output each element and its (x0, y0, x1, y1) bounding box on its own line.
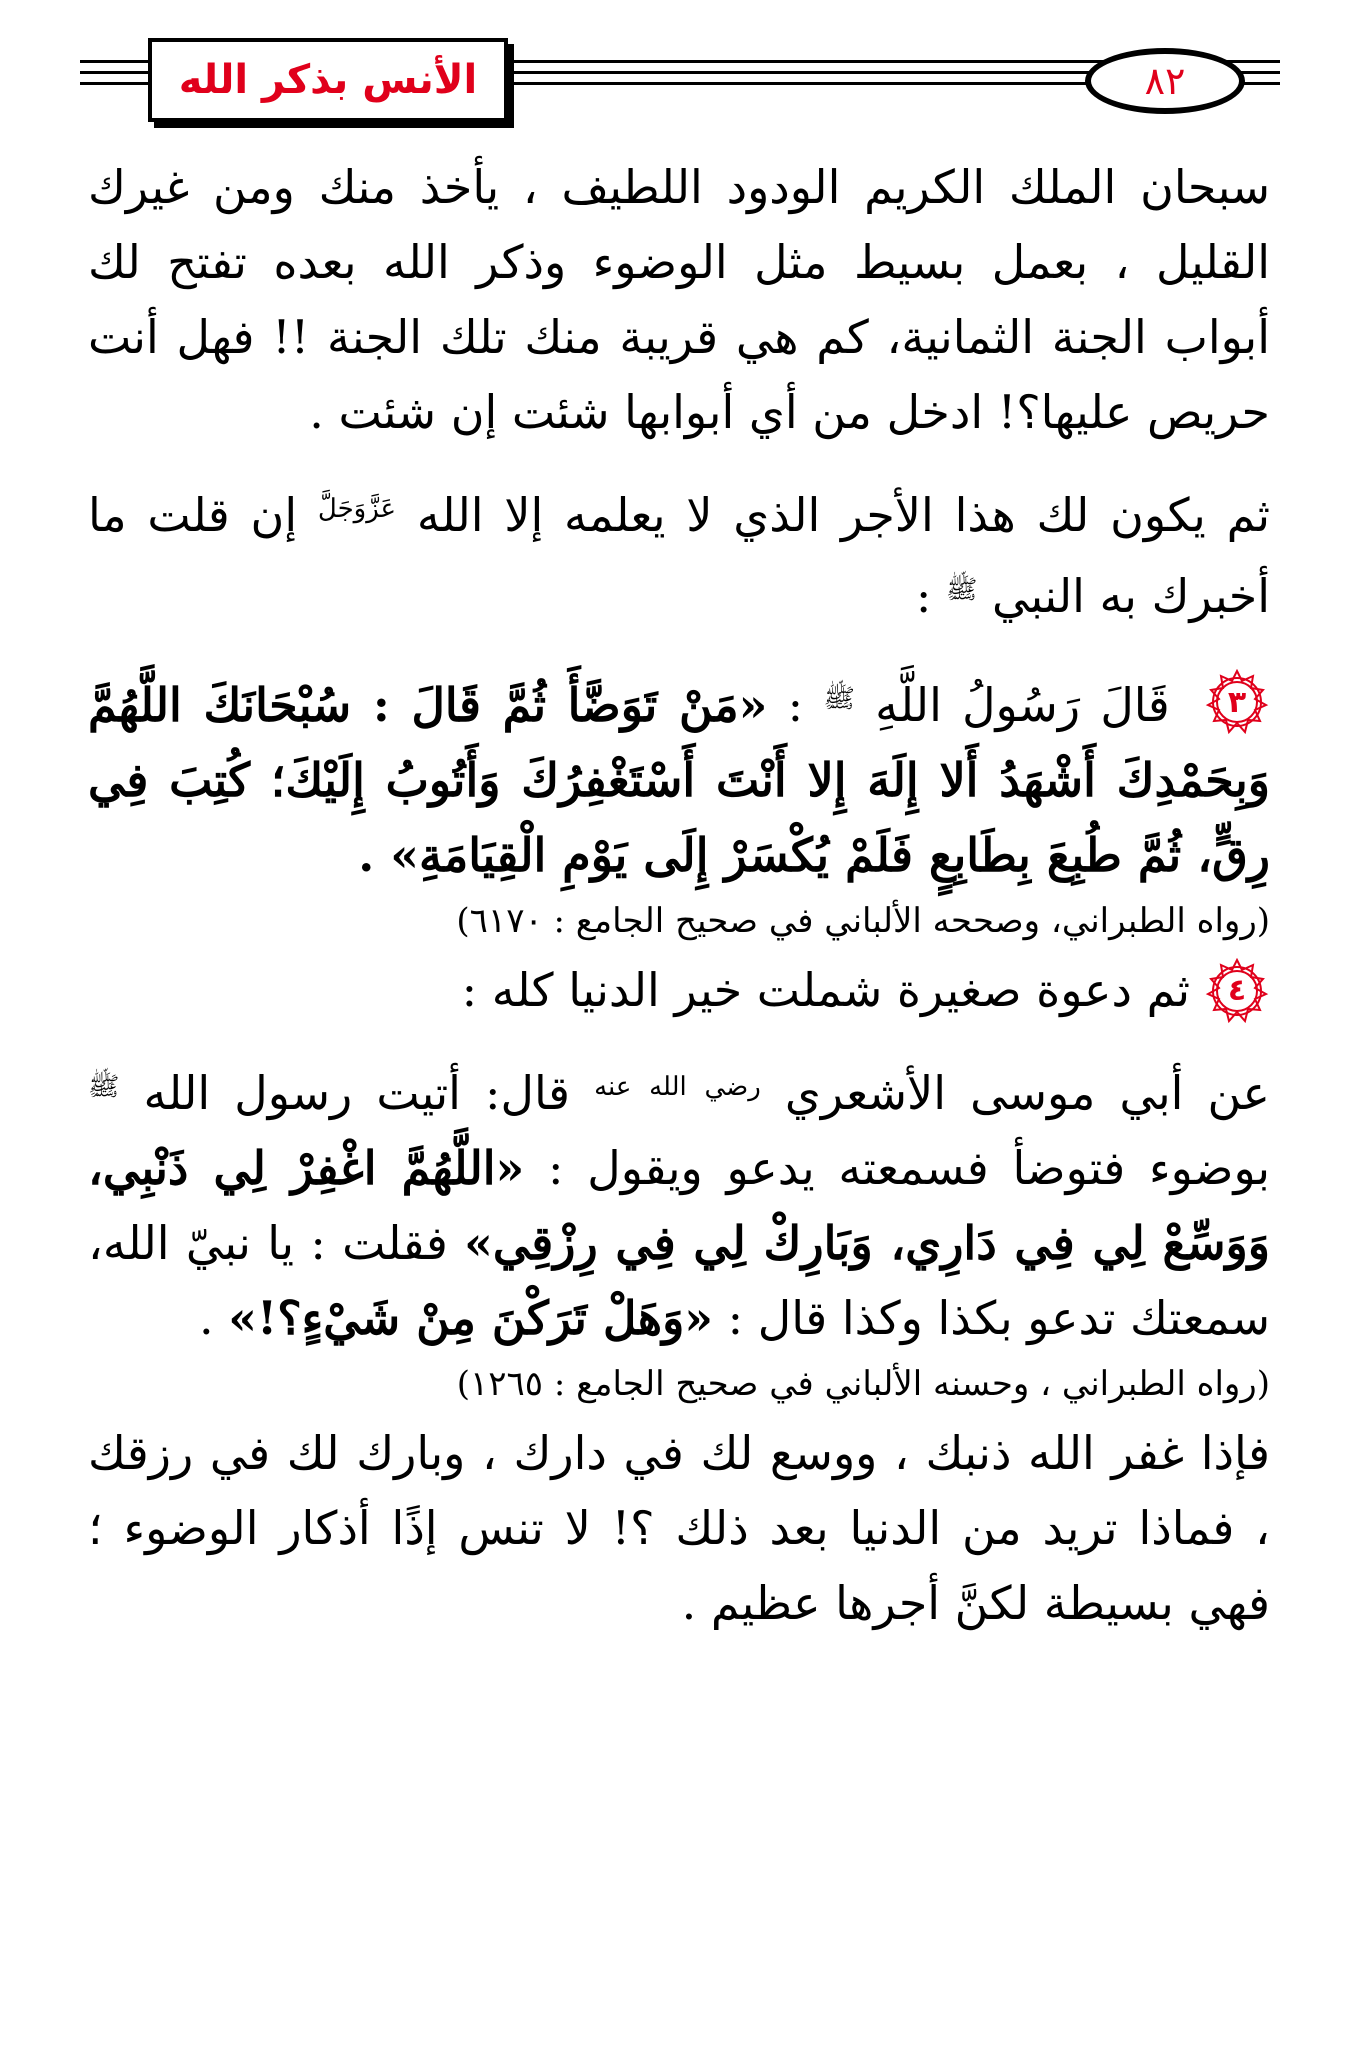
item-4-number: ٤ (1227, 973, 1247, 1008)
item-4-medallion (1204, 958, 1270, 1024)
paragraph-2 (88, 472, 1270, 634)
reply-text: «وَهَلْ تَرَكْنَ مِنْ شَيْءٍ؟!» (228, 1291, 714, 1345)
honorific-radiya-allah: رضي الله عنه (594, 1072, 761, 1102)
honorific-azza-wa-jalla: عَزَّوَجَلَّ (317, 494, 397, 524)
book-title-box (148, 38, 508, 122)
page-number-oval (1085, 48, 1245, 114)
item-3-colon: : (787, 678, 804, 732)
page-number: ٨٢ (1144, 59, 1186, 103)
paragraph-4 (88, 1050, 1270, 1356)
item-3-number: ٣ (1227, 684, 1247, 720)
honorific-salla-allah: ﷺ (945, 575, 978, 605)
paragraph-4-part-a: عن أبي موسى الأشعري (784, 1066, 1270, 1120)
paragraph-2-part-c: : (915, 569, 932, 623)
paragraph-4-part-d: فقلت : يا نبيّ الله، سمعتك تدعو بكذا وكذا قال : (88, 1216, 1270, 1345)
item-3-intro: قَالَ رَسُولُ اللَّهِ (875, 678, 1170, 732)
paragraph-4-part-c: بوضوء فتوضأ فسمعته يدعو ويقول : (548, 1141, 1271, 1195)
paragraph-2-part-b: إن قلت ما أخبرك به النبي (88, 488, 1270, 623)
item-3-hadith (88, 662, 1270, 893)
item-4-heading: ثم دعوة صغيرة شملت خير الدنيا كله : (461, 963, 1190, 1017)
item-3-hadith-text: «مَنْ تَوَضَّأَ ثُمَّ قَالَ : سُبْحَانَكَ اللَّهُمَّ وَبِحَمْدِكَ أَشْهَدُ أَلا إِلَهَ إِلا أَنْتَ أَسْتَغْفِرُكَ وَأَتُوبُ إِلَيْكَ؛ كُتِبَ فِي رِقٍّ، ثُمَّ طُبِعَ بِطَابِعٍ فَلَمْ يُكْسَرْ إِلَى يَوْمِ الْقِيَامَةِ» . (88, 678, 1270, 882)
item-3-source: (رواه الطبراني، وصححه الألباني في صحيح الجامع : ٦١٧٠) (456, 901, 1270, 941)
paragraph-4-part-e: . (199, 1291, 214, 1345)
paragraph-5: فإذا غفر الله ذنبك ، ووسع لك في دارك ، وبارك لك في رزقك ، فماذا تريد من الدنيا بعد ذلك ؟! لا تنس إذًا أذكار الوضوء ؛ فهي بسيطة لكنَّ أجرها عظيم . (88, 1426, 1270, 1630)
item-4-heading-row (88, 953, 1270, 1028)
item-3-honorific: ﷺ (823, 684, 855, 714)
honorific-salla-allah-2: ﷺ (88, 1072, 120, 1102)
page-body (88, 150, 1270, 1641)
paragraph-4-source: (رواه الطبراني ، وحسنه الألباني في صحيح الجامع : ١٢٦٥) (456, 1364, 1270, 1404)
book-title: الأنس بذكر الله (178, 57, 478, 103)
page-header (80, 38, 1280, 128)
item-3-medallion (1204, 669, 1270, 735)
dua-text: «اللَّهُمَّ اغْفِرْ لِي ذَنْبِي، وَوَسِّعْ لِي فِي دَارِي، وَبَارِكْ لِي فِي رِزْقِي» (88, 1141, 1270, 1270)
paragraph-2-part-a: ثم يكون لك هذا الأجر الذي لا يعلمه إلا الله (416, 488, 1270, 542)
paragraph-1: سبحان الملك الكريم الودود اللطيف ، يأخذ منك ومن غيرك القليل ، بعمل بسيط مثل الوضوء وذكر الله بعده تفتح لك أبواب الجنة الثمانية، كم هي قريبة منك تلك الجنة !! فهل أنت حريص عليها؟! ادخل من أي أبوابها شئت إن شئت . (88, 160, 1270, 439)
paragraph-4-part-b: قال: أتيت رسول الله (143, 1066, 570, 1120)
